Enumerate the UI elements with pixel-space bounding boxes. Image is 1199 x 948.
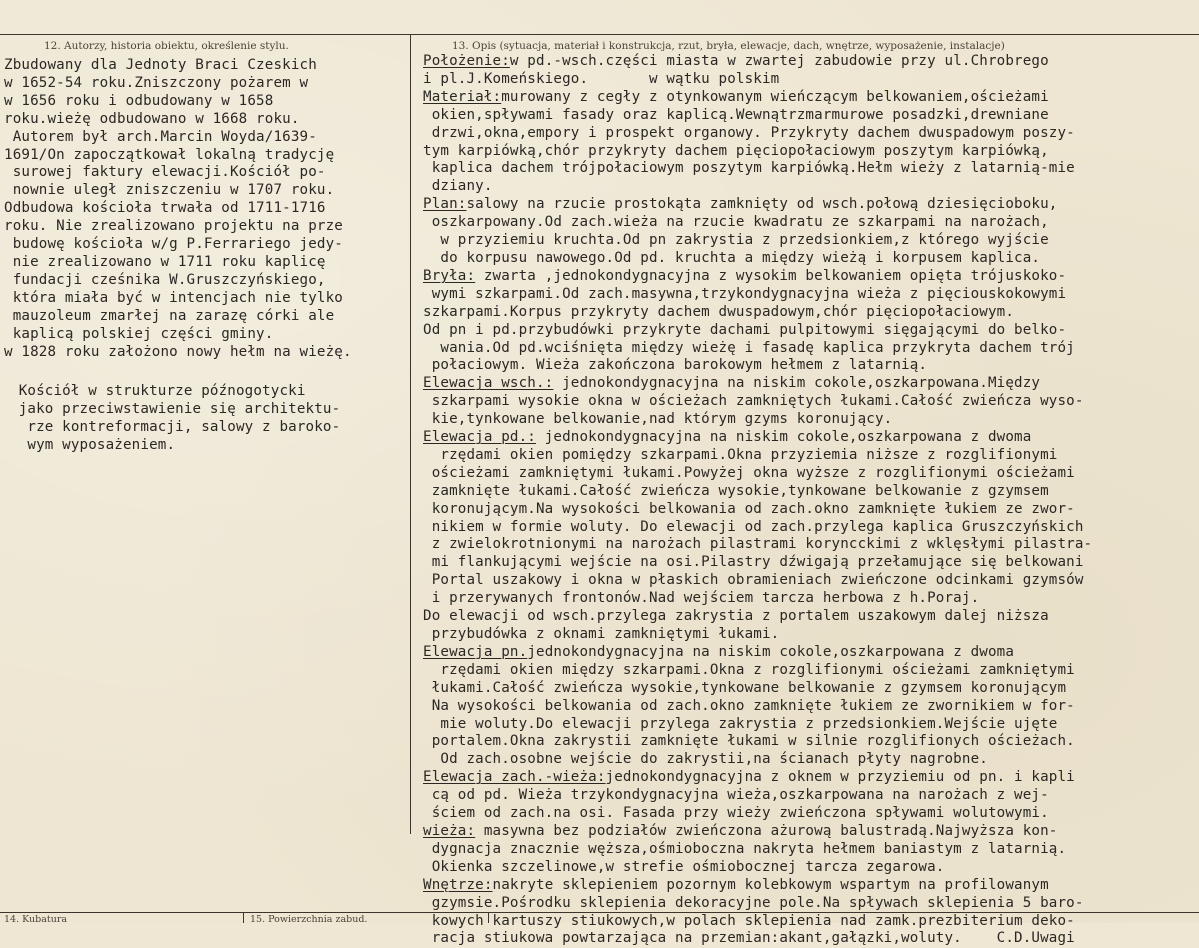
line-text: gzymsie.Pośrodku sklepienia dekoracyjne pole.Na spływach sklepienia 5 baro- (423, 894, 1084, 911)
line-text: dygnacja znacznie węższa,ośmioboczna nakryta hełmem baniastym z latarnią. (423, 840, 1067, 857)
description-line (423, 375, 1092, 393)
line-text: masywna bez podziałów zwieńczona ażurową balustradą.Najwyższa kon- (475, 822, 1058, 839)
section-heading: wieża: (423, 822, 476, 839)
text-line: rze kontreformacji, salowy z baroko- (10, 418, 341, 435)
line-text: jednokondygnacyjna z oknem w przyziemiu od pn. i kapli (605, 769, 1075, 786)
line-text: i pl.J.Komeńskiego. w wątku polskim (423, 70, 780, 87)
line-text: kaplica dachem trójpołaciowym poszytym karpiówką.Hełm wieży z latarnią-mie (423, 160, 1075, 177)
line-text: rzędami okien pomiędzy szkarpami.Okna przyziemia niższe z rozglifionymi (423, 446, 1058, 463)
section-heading: Elewacja zach.-wieża: (423, 769, 606, 786)
description-line (423, 823, 1092, 841)
section-heading: Wnętrze: (423, 876, 493, 893)
description-line (423, 751, 1092, 769)
description-line (423, 125, 1092, 143)
section-heading: Bryła: (423, 267, 476, 284)
text-line: budowę kościoła w/g P.Ferrariego jedy- (4, 236, 343, 253)
line-text: oszkarpowany.Od zach.wieża na rzucie kwadratu ze szkarpami na narożach, (423, 214, 1049, 231)
line-text: jednokondygnacyjna na niskim cokole,oszkarpowana z dwoma (527, 643, 1015, 660)
footer-volume-label: 14. Kubatura (4, 914, 68, 923)
description-line (423, 214, 1092, 232)
text-line: Zbudowany dla Jednoty Braci Czeskich (4, 57, 317, 73)
line-text: nikiem w formie woluty. Do elewacji od zach.przylega kaplica Gruszczyńskich (423, 518, 1084, 535)
line-text: koronującym.Na wysokości belkowania od zach.okno zamknięte łukiem ze zwor- (423, 500, 1075, 517)
description-line (423, 536, 1092, 554)
description-line (423, 608, 1092, 626)
text-line: Autorem był arch.Marcin Woyda/1639- (4, 128, 317, 145)
description-line (423, 716, 1092, 734)
line-text: przybudówka z oknami zamkniętymi łukami. (423, 626, 780, 642)
line-text: kowych kartuszy stiukowych,w polach sklepienia nad zamk.prezbiterium deko- (423, 912, 1075, 929)
text-line: w 1652-54 roku.Zniszczony pożarem w (4, 74, 309, 91)
text-line: wym wyposażeniem. (10, 436, 176, 453)
description-line (423, 429, 1092, 447)
description-line (423, 196, 1092, 214)
description-line (423, 626, 1092, 644)
line-text: cą od pd. Wieża trzykondygnacyjna wieża,oszkarpowana na narożach z wej- (423, 787, 1049, 804)
description-line (423, 805, 1092, 823)
description-line (423, 447, 1092, 465)
line-text: łukami.Całość zwieńcza wysokie,tynkowane belkowanie z gzymsem koronującym (423, 679, 1067, 696)
line-text: i przerywanych frontonów.Nad wejściem tarcza herbowa z h.Poraj. (423, 590, 980, 607)
description-line (423, 178, 1092, 196)
description-line (423, 733, 1092, 751)
description-line (423, 769, 1092, 787)
description-line (423, 357, 1092, 375)
description-line (423, 930, 1092, 948)
description-line (423, 286, 1092, 304)
section-heading: Położenie: (423, 53, 510, 69)
line-text: wymi szkarpami.Od zach.masywna,trzykondygnacyjna wieża z pięciouskokowymi (423, 285, 1067, 302)
line-text: Na wysokości belkowania od zach.okno zamknięte łukiem ze zwornikiem w for- (423, 697, 1075, 714)
description-line (423, 895, 1092, 913)
line-text: Od zach.osobne wejście do zakrystii,na ścianach płyty nagrobne. (423, 751, 988, 768)
description-line (423, 554, 1092, 572)
section-heading: Materiał: (423, 88, 502, 105)
line-text: dziany. (423, 178, 493, 195)
description-line (423, 662, 1092, 680)
line-text: nakryte sklepieniem pozornym kolebkowym wspartym na profilowanym (492, 876, 1049, 893)
left-field-header: 12. Autorzy, historia obiektu, określenie stylu. (44, 40, 289, 52)
text-line: roku.wieżę odbudowano w 1668 roku. (4, 110, 300, 127)
description-line (423, 411, 1092, 429)
section-heading: Plan: (423, 196, 467, 213)
line-text: drzwi,okna,empory i prospekt organowy. Przykryty dachem dwuspadowym poszy- (423, 124, 1075, 141)
right-field-header: 13. Opis (sytuacja, materiał i konstrukcja, rzut, bryła, elewacje, dach, wnętrze, wyposażenie, instalacje) (452, 40, 1005, 52)
top-rule (0, 34, 1199, 35)
style-text-block (10, 383, 340, 455)
line-text: jednokondygnacyjna na niskim cokole,oszkarpowana.Między (553, 375, 1041, 392)
line-text: portalem.Okna zakrystii zamknięte łukami w silnie rozglifionych ościeżach. (423, 733, 1075, 750)
line-text: zamknięte łukami.Całość zwieńcza wysokie,tynkowane belkowanie z gzymsem (423, 482, 1049, 499)
description-line (423, 913, 1092, 931)
section-heading: Elewacja wsch.: (423, 375, 554, 392)
description-line (423, 877, 1092, 895)
section-heading: Elewacja pd.: (423, 429, 536, 446)
text-line: nownie uległ zniszczeniu w 1707 roku. (4, 182, 335, 199)
description-line (423, 393, 1092, 411)
description-line (423, 71, 1092, 89)
line-text: do korpusu nawowego.Od pd. kruchta a między wieżą i korpusem kaplica. (423, 249, 1041, 266)
history-text-block (4, 57, 352, 361)
line-text: szkarpami wysokie okna w ościeżach zamkniętych łukami.Całość zwieńcza wyso- (423, 393, 1084, 410)
line-text: murowany z cegły z otynkowanym wieńczącym belkowaniem,ościeżami (501, 88, 1049, 105)
description-line (423, 483, 1092, 501)
text-line: nie zrealizowano w 1711 roku kaplicę (4, 253, 326, 270)
description-line (423, 53, 1092, 71)
line-text: szkarpami.Korpus przykryty dachem dwuspadowym,chór pięciopołaciowym. (423, 303, 1015, 320)
text-line: w 1828 roku założono nowy hełm na wieżę. (4, 343, 352, 360)
text-line: 1691/On zapoczątkował lokalną tradycję (4, 146, 335, 163)
line-text: z zwielokrotnionymi na narożach pilastrami koryncckimi z wklęsłymi pilastra- (423, 536, 1093, 553)
text-line: Kościół w strukturze późnogotycki (10, 383, 306, 399)
line-text: Do elewacji od wsch.przylega zakrystia z portalem uszakowym dalej niższa (423, 608, 1049, 625)
line-text: mi flankującymi wejście na osi.Pilastry dźwigają przełamujące się belkowani (423, 554, 1084, 571)
description-line (423, 268, 1092, 286)
footer-divider (243, 912, 244, 923)
description-line (423, 232, 1092, 250)
line-text: ościeżami zamkniętymi łukami.Powyżej okna wyższe z rozglifionymi ościeżami (423, 464, 1075, 481)
line-text: połaciowym. Wieża zakończona barokowym hełmem z latarnią. (423, 357, 928, 374)
description-line (423, 698, 1092, 716)
text-line: w 1656 roku i odbudowany w 1658 (4, 92, 274, 109)
text-line: surowej faktury elewacji.Kościół po- (4, 164, 326, 181)
line-text: w przyziemiu kruchta.Od pn zakrystia z przedsionkiem,z którego wyjście (423, 232, 1049, 249)
line-text: salowy na rzucie prostokąta zamknięty od wsch.połową dziesięcioboku, (466, 196, 1058, 213)
description-line (423, 787, 1092, 805)
line-text: zwarta ,jednokondygnacyjna z wysokim belkowaniem opięta trójuskoko- (475, 267, 1067, 284)
description-line (423, 465, 1092, 483)
description-line (423, 572, 1092, 590)
line-text: kie,tynkowane belkowanie,nad którym gzyms koronujący. (423, 411, 893, 428)
description-line (423, 590, 1092, 608)
line-text: rzędami okien między szkarpami.Okna z rozglifionymi ościeżami zamkniętymi (423, 661, 1075, 678)
description-line (423, 859, 1092, 877)
description-line (423, 501, 1092, 519)
line-text: Od pn i pd.przybudówki przykryte dachami pulpitowymi sięgającymi do belko- (423, 321, 1067, 338)
description-line (423, 322, 1092, 340)
line-text: tym karpiówką,chór przykryty dachem pięciopołaciowym poszytym karpiówką, (423, 142, 1049, 159)
column-divider (410, 34, 411, 834)
text-line: fundacji cześnika W.Gruszczyńskiego, (4, 271, 326, 288)
line-text: racja stiukowa powtarzająca na przemian:akant,gałązki,woluty. C.D.Uwagi (423, 930, 1075, 947)
description-line (423, 340, 1092, 358)
description-line (423, 250, 1092, 268)
text-line: roku. Nie zrealizowano projektu na prze (4, 218, 343, 235)
section-heading: Elewacja pn. (423, 643, 528, 660)
text-line: jako przeciwstawienie się architektu- (10, 400, 341, 417)
description-line (423, 680, 1092, 698)
description-line (423, 89, 1092, 107)
footer-area-label: 15. Powierzchnia zabud. (250, 914, 368, 923)
line-text: w pd.-wsch.części miasta w zwartej zabudowie przy ul.Chrobrego (509, 53, 1049, 69)
line-text: Portal uszakowy i okna w płaskich obramieniach zwieńczone odcinkami gzymsów (423, 572, 1084, 589)
line-text: mie woluty.Do elewacji przylega zakrystia z przedsionkiem.Wejście ujęte (423, 715, 1058, 732)
description-line (423, 519, 1092, 537)
line-text: ściem od zach.na osi. Fasada przy wieży zwieńczona spływami wolutowymi. (423, 805, 1049, 822)
text-line: która miała być w intencjach nie tylko (4, 289, 343, 306)
description-line (423, 143, 1092, 161)
text-line: mauzoleum zmarłej na zarazę córki ale (4, 307, 335, 324)
line-text: wania.Od pd.wciśnięta między wieżę i fasadę kaplica przykryta dachem trój (423, 339, 1075, 356)
description-line (423, 107, 1092, 125)
description-line (423, 841, 1092, 859)
description-line (423, 160, 1092, 178)
line-text: Okienka szczelinowe,w strefie ośmiobocznej tarcza zegarowa. (423, 858, 945, 875)
description-text-block (423, 53, 1092, 948)
line-text: okien,spływami fasady oraz kaplicą.Wewnątrzmarmurowe posadzki,drewniane (423, 106, 1049, 123)
description-line (423, 644, 1092, 662)
text-line: kaplicą polskiej części gminy. (4, 325, 274, 342)
description-line (423, 304, 1092, 322)
text-line: Odbudowa kościoła trwała od 1711-1716 (4, 200, 326, 217)
line-text: jednokondygnacyjna na niskim cokole,oszkarpowana z dwoma (536, 429, 1032, 446)
